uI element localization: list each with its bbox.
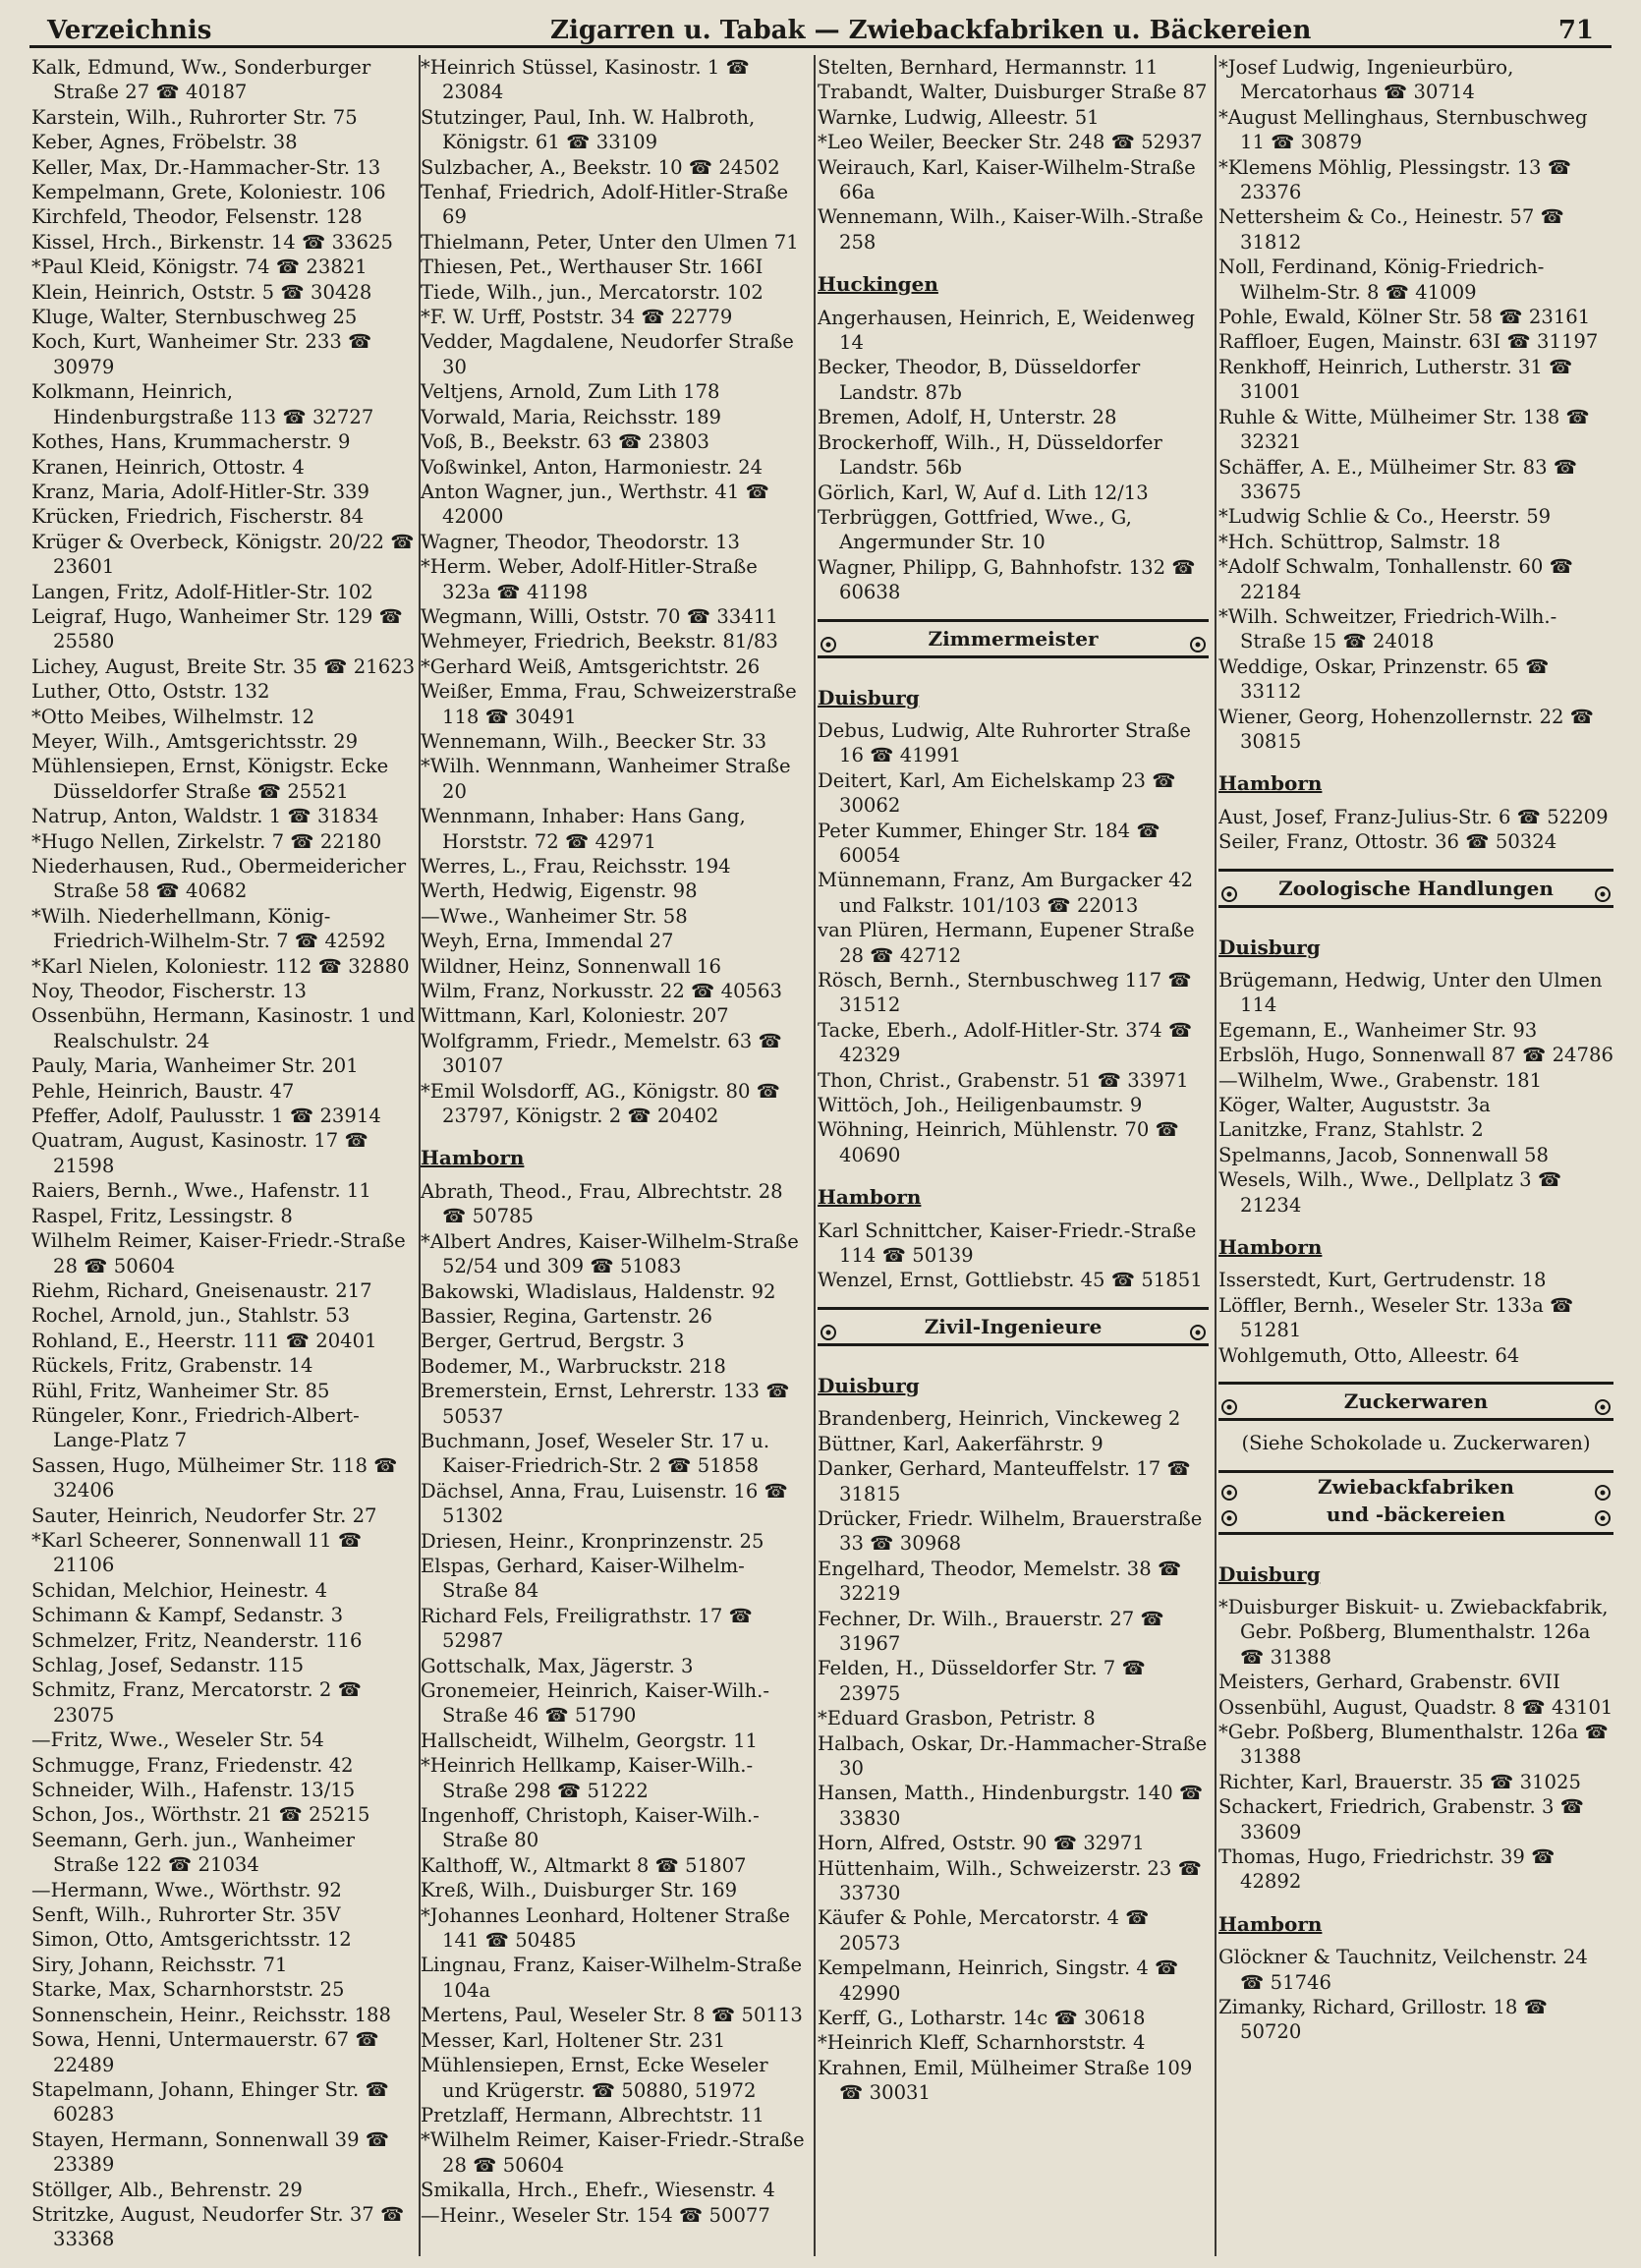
directory-entry: Angerhausen, Heinrich, E, Weidenweg 14 — [818, 306, 1196, 355]
directory-entry: Richter, Karl, Brauerstr. 35 ☎ 31025 — [1218, 1770, 1581, 1793]
directory-entry: Wegmann, Willi, Oststr. 70 ☎ 33411 — [421, 604, 778, 628]
directory-entry: Rösch, Bernh., Sternbuschweg 117 ☎ 31512 — [818, 969, 1192, 1017]
directory-entry: Schidan, Melchior, Heinestr. 4 — [31, 1578, 328, 1602]
directory-entry: Büttner, Karl, Aakerfährstr. 9 — [818, 1432, 1103, 1455]
circle-ornament-icon — [1220, 1392, 1238, 1410]
directory-entry: *Otto Meibes, Wilhelmstr. 12 — [31, 705, 315, 728]
directory-entry: Leigraf, Hugo, Wanheimer Str. 129 ☎ 25580 — [31, 604, 403, 653]
directory-entry: Schlag, Josef, Sedanstr. 115 — [31, 1654, 305, 1676]
column-divider — [1215, 55, 1217, 2256]
directory-entry: Siry, Johann, Reichsstr. 71 — [31, 1953, 288, 1976]
directory-entry: Danker, Gerhard, Manteuffelstr. 17 ☎ 31815 — [818, 1457, 1191, 1505]
directory-entry: Schackert, Friedrich, Grabenstr. 3 ☎ 33609 — [1218, 1795, 1585, 1843]
directory-entry: Bakowski, Wladislaus, Haldenstr. 92 — [421, 1279, 776, 1303]
directory-entry: Voß, B., Beekstr. 63 ☎ 23803 — [421, 430, 709, 454]
circle-ornament-icon — [820, 1318, 837, 1335]
directory-entry: Raiers, Bernh., Wwe., Hafenstr. 11 — [31, 1179, 371, 1203]
circle-ornament-icon — [1220, 879, 1238, 897]
directory-entry: Wennmann, Inhaber: Hans Gang, Horststr. 72 ☎ 42971 — [421, 805, 746, 853]
column-divider — [814, 55, 816, 2256]
directory-entry: Stapelmann, Johann, Ehinger Str. ☎ 60283 — [31, 2077, 389, 2126]
circle-ornament-icon — [1189, 630, 1207, 648]
directory-entry: Schon, Jos., Wörthstr. 21 ☎ 25215 — [31, 1803, 370, 1827]
directory-entry: Wilm, Franz, Norkusstr. 22 ☎ 40563 — [421, 980, 782, 1003]
circle-ornament-icon — [1220, 1481, 1238, 1499]
directory-entry: *Hugo Nellen, Zirkelstr. 7 ☎ 22180 — [31, 829, 382, 853]
city-heading: Duisburg — [818, 1373, 920, 1397]
directory-entry: —Hermann, Wwe., Wörthstr. 92 — [31, 1878, 342, 1901]
page-number: 71 — [1557, 16, 1594, 45]
directory-entry: Wöhning, Heinrich, Mühlenstr. 70 ☎ 40690 — [818, 1118, 1179, 1166]
directory-entry: Abrath, Theod., Frau, Albrechtstr. 28 ☎ 50785 — [421, 1179, 783, 1228]
directory-entry: Seiler, Franz, Ottostr. 36 ☎ 50324 — [1218, 830, 1557, 854]
column-4 — [1218, 55, 1613, 2256]
directory-entry: Glöckner & Tauchnitz, Veilchenstr. 24 ☎ 51746 — [1218, 1946, 1588, 1994]
directory-entry: Isserstedt, Kurt, Gertrudenstr. 18 — [1218, 1269, 1547, 1292]
directory-entry: Sonnenschein, Heinr., Reichsstr. 188 — [31, 2003, 391, 2026]
directory-entry: Spelmanns, Jacob, Sonnenwall 58 — [1218, 1143, 1549, 1166]
directory-entry: Becker, Theodor, B, Düsseldorfer Landstr. 87b — [818, 356, 1141, 404]
directory-entry: Thiesen, Pet., Werthauser Str. 166I — [421, 255, 764, 279]
section-header-zwiebackfabriken — [1218, 1470, 1613, 1535]
directory-entry: *Wilh. Schweitzer, Friedrich-Wilh.-Straße 15 ☎ 24018 — [1218, 604, 1557, 653]
directory-entry: Kissel, Hrch., Birkenstr. 14 ☎ 33625 — [31, 230, 393, 254]
entry-list — [421, 55, 810, 1128]
directory-entry: Seemann, Gerh. jun., Wanheimer Straße 122 ☎ 21034 — [31, 1828, 356, 1877]
directory-entry: Voßwinkel, Anton, Harmoniestr. 24 — [421, 455, 764, 479]
directory-entry: Brockerhoff, Wilh., H, Düsseldorfer Landstr. 56b — [818, 430, 1162, 480]
directory-entry: Karl Schnittcher, Kaiser-Friedr.-Straße 114 ☎ 50139 — [818, 1219, 1197, 1268]
directory-entry: —Fritz, Wwe., Weseler Str. 54 — [31, 1729, 324, 1752]
directory-entry: *Adolf Schwalm, Tonhallenstr. 60 ☎ 22184 — [1218, 555, 1573, 603]
directory-entry: Niederhausen, Rud., Obermeidericher Straße 58 ☎ 40682 — [31, 855, 407, 903]
directory-entry: *Gerhard Weiß, Amtsgerichtstr. 26 — [421, 654, 761, 678]
directory-entry: Zimanky, Richard, Grillostr. 18 ☎ 50720 — [1218, 1996, 1548, 2044]
directory-entry: Thomas, Hugo, Friedrichstr. 39 ☎ 42892 — [1218, 1844, 1556, 1894]
directory-entry: Kirchfeld, Theodor, Felsenstr. 128 — [31, 205, 363, 229]
directory-entry: *Eduard Grasbon, Petristr. 8 — [818, 1707, 1096, 1730]
directory-entry: Meyer, Wilh., Amtsgerichtsstr. 29 — [31, 729, 359, 753]
directory-entry: Pauly, Maria, Wanheimer Str. 201 — [31, 1054, 359, 1078]
directory-entry: *Herm. Weber, Adolf-Hitler-Straße 323a ☎ 41198 — [421, 555, 758, 603]
directory-entry: Hansen, Matth., Hindenburgstr. 140 ☎ 33830 — [818, 1782, 1204, 1830]
directory-entry: Görlich, Karl, W, Auf d. Lith 12/13 — [818, 481, 1149, 504]
directory-entry: Wagner, Philipp, G, Bahnhofstr. 132 ☎ 60638 — [818, 555, 1196, 604]
directory-entry: *Gebr. Poßberg, Blumenthalstr. 126a ☎ 31388 — [1218, 1720, 1609, 1769]
directory-entry: Pretzlaff, Hermann, Albrechtstr. 11 — [421, 2103, 764, 2126]
directory-entry: Erbslöh, Hugo, Sonnenwall 87 ☎ 24786 — [1218, 1044, 1613, 1067]
directory-entry: Raspel, Fritz, Lessingstr. 8 — [31, 1204, 293, 1227]
section-title: Zuckerwaren — [1343, 1389, 1489, 1414]
directory-entry: —Heinr., Weseler Str. 154 ☎ 50077 — [421, 2203, 770, 2227]
directory-entry: Debus, Ludwig, Alte Ruhrorter Straße 16 ☎ 41991 — [818, 718, 1191, 767]
section-subtitle: und -bäckereien — [1326, 1502, 1506, 1526]
directory-entry: Kreß, Wilh., Duisburger Str. 169 — [421, 1879, 738, 1902]
directory-entry: Smikalla, Hrch., Ehefr., Wiesenstr. 4 — [421, 2179, 775, 2202]
entry-list — [1218, 1945, 1613, 2045]
directory-entry: Weddige, Oskar, Prinzenstr. 65 ☎ 33112 — [1218, 654, 1550, 704]
directory-entry: Anton Wagner, jun., Werthstr. 41 ☎ 42000 — [421, 480, 769, 529]
entry-list — [1218, 55, 1613, 754]
directory-entry: Quatram, August, Kasinostr. 17 ☎ 21598 — [31, 1129, 368, 1177]
directory-entry: *Duisburger Biskuit- u. Zwiebackfabrik, Gebr. Poßberg, Blumenthalstr. 126a ☎ 31388 — [1218, 1595, 1609, 1669]
directory-entry: Horn, Alfred, Oststr. 90 ☎ 32971 — [818, 1832, 1145, 1855]
directory-entry: Klein, Heinrich, Oststr. 5 ☎ 30428 — [31, 280, 372, 304]
directory-entry: Wittöch, Joh., Heiligenbaumstr. 9 — [818, 1094, 1143, 1117]
directory-entry: Senft, Wilh., Ruhrorter Str. 35V — [31, 1903, 341, 1927]
directory-entry: Fechner, Dr. Wilh., Brauerstr. 27 ☎ 31967 — [818, 1607, 1164, 1655]
circle-ornament-icon — [820, 630, 837, 648]
city-heading: Hamborn — [421, 1146, 525, 1170]
directory-entry: Kranz, Maria, Adolf-Hitler-Str. 339 — [31, 480, 369, 503]
directory-entry: Simon, Otto, Amtsgerichtsstr. 12 — [31, 1928, 352, 1952]
directory-entry: Mertens, Paul, Weseler Str. 8 ☎ 50113 — [421, 2004, 803, 2027]
directory-entry: *Johannes Leonhard, Holtener Straße 141 ☎ 50485 — [421, 1903, 791, 1953]
circle-ornament-icon — [1594, 1392, 1612, 1410]
directory-entry: Schmitz, Franz, Mercatorstr. 2 ☎ 23075 — [31, 1678, 362, 1727]
directory-entry: Riehm, Richard, Gneisenaustr. 217 — [31, 1278, 372, 1302]
directory-entry: Ossenbühn, Hermann, Kasinostr. 1 und Realschulstr. 24 — [31, 1004, 416, 1052]
directory-entry: Renkhoff, Heinrich, Lutherstr. 31 ☎ 31001 — [1218, 355, 1573, 404]
directory-entry: Weirauch, Karl, Kaiser-Wilhelm-Straße 66a — [818, 155, 1196, 204]
directory-entry: Krücken, Friedrich, Fischerstr. 84 — [31, 505, 365, 529]
directory-entry: Deitert, Karl, Am Eichelskamp 23 ☎ 30062 — [818, 768, 1176, 818]
directory-entry: Kempelmann, Grete, Koloniestr. 106 — [31, 181, 386, 204]
section-header-zimmermeister — [818, 619, 1209, 658]
directory-entry: Tacke, Eberh., Adolf-Hitler-Str. 374 ☎ 42329 — [818, 1018, 1193, 1067]
directory-entry: Wildner, Heinz, Sonnenwall 16 — [421, 954, 721, 978]
directory-entry: Koch, Kurt, Wanheimer Str. 233 ☎ 30979 — [31, 330, 372, 378]
entry-list — [818, 718, 1209, 1167]
directory-entry: *Wilhelm Reimer, Kaiser-Friedr.-Straße 28 ☎ 50604 — [421, 2128, 805, 2177]
directory-entry: Trabandt, Walter, Duisburger Straße 87 — [818, 81, 1208, 104]
directory-entry: Käufer & Pohle, Mercatorstr. 4 ☎ 20573 — [818, 1906, 1150, 1955]
entry-list — [1218, 1268, 1613, 1368]
directory-entry: Bremen, Adolf, H, Unterstr. 28 — [818, 406, 1117, 429]
directory-entry: Stöllger, Alb., Behrenstr. 29 — [31, 2178, 303, 2201]
directory-entry: Köger, Walter, Auguststr. 3a — [1218, 1094, 1491, 1117]
directory-entry: Wenzel, Ernst, Gottliebstr. 45 ☎ 51851 — [818, 1269, 1203, 1292]
circle-ornament-icon — [1594, 879, 1612, 897]
directory-entry: Wagner, Theodor, Theodorstr. 13 — [421, 530, 740, 553]
directory-entry: Elspas, Gerhard, Kaiser-Wilhelm-Straße 84 — [421, 1554, 745, 1603]
directory-entry: Pohle, Ewald, Kölner Str. 58 ☎ 23161 — [1218, 306, 1591, 329]
directory-entry: Wilhelm Reimer, Kaiser-Friedr.-Straße 28 ☎ 50604 — [31, 1229, 406, 1277]
directory-entry: Lanitzke, Franz, Stahlstr. 2 — [1218, 1118, 1484, 1142]
directory-entry: Hallscheidt, Wilhelm, Georgstr. 11 — [421, 1729, 759, 1752]
directory-entry: Nettersheim & Co., Heinestr. 57 ☎ 31812 — [1218, 205, 1564, 254]
entry-list — [818, 1406, 1209, 2105]
section-header-zuckerwaren — [1218, 1382, 1613, 1421]
directory-entry: *Emil Wolsdorff, AG., Königstr. 80 ☎ 23797, Königstr. 2 ☎ 20402 — [421, 1079, 781, 1128]
directory-entry: Werth, Hedwig, Eigenstr. 98 — [421, 879, 698, 903]
city-heading: Hamborn — [1218, 771, 1323, 796]
directory-entry: Noy, Theodor, Fischerstr. 13 — [31, 980, 307, 1003]
directory-entry: Langen, Fritz, Adolf-Hitler-Str. 102 — [31, 580, 373, 603]
directory-entry: *Hch. Schüttrop, Salmstr. 18 — [1218, 530, 1500, 553]
directory-entry: Weißer, Emma, Frau, Schweizerstraße 118 ☎ 30491 — [421, 680, 797, 728]
directory-entry: Rohland, E., Heerstr. 111 ☎ 20401 — [31, 1329, 377, 1352]
directory-entry: Engelhard, Theodor, Memelstr. 38 ☎ 32219 — [818, 1557, 1182, 1606]
section-header-zoologische-handlungen — [1218, 869, 1613, 908]
directory-entry: Schimann & Kampf, Sedanstr. 3 — [31, 1604, 344, 1627]
directory-entry: Ossenbühl, August, Quadstr. 8 ☎ 43101 — [1218, 1695, 1613, 1719]
directory-entry: Natrup, Anton, Waldstr. 1 ☎ 31834 — [31, 805, 379, 828]
directory-entry: Ruhle & Witte, Mülheimer Str. 138 ☎ 32321 — [1218, 405, 1590, 454]
directory-entry: Wolfgramm, Friedr., Memelstr. 63 ☎ 30107 — [421, 1029, 782, 1078]
directory-entry: van Plüren, Hermann, Eupener Straße 28 ☎ 42712 — [818, 919, 1195, 967]
entry-list — [1218, 805, 1613, 855]
directory-entry: Tenhaf, Friedrich, Adolf-Hitler-Straße 69 — [421, 181, 789, 229]
directory-entry: Bodemer, M., Warbruckstr. 218 — [421, 1354, 726, 1378]
directory-entry: —Wwe., Wanheimer Str. 58 — [421, 904, 688, 928]
directory-entry: Löffler, Bernh., Weseler Str. 133a ☎ 51281 — [1218, 1293, 1574, 1342]
section-header-zivil-ingenieure — [818, 1307, 1209, 1346]
city-heading: Duisburg — [818, 685, 920, 709]
circle-ornament-icon — [1189, 1318, 1207, 1335]
directory-entry: —Wilhelm, Wwe., Grabenstr. 181 — [1218, 1068, 1543, 1092]
directory-entry: Kolkmann, Heinrich, Hindenburgstraße 113 ☎ 32727 — [31, 380, 374, 428]
page-header — [29, 10, 1612, 48]
directory-entry: Stritzke, August, Neudorfer Str. 37 ☎ 33368 — [31, 2202, 405, 2251]
circle-ornament-icon — [1594, 1506, 1612, 1524]
directory-entry: Buchmann, Josef, Weseler Str. 17 u. Kaiser-Friedrich-Str. 2 ☎ 51858 — [421, 1429, 770, 1478]
directory-entry: Wittmann, Karl, Koloniestr. 207 — [421, 1004, 729, 1028]
directory-entry: Gottschalk, Max, Jägerstr. 3 — [421, 1654, 694, 1677]
section-title: Zimmermeister — [928, 626, 1099, 651]
directory-entry: Rüngeler, Konr., Friedrich-Albert-Lange-Platz 7 — [31, 1403, 360, 1452]
directory-entry: Noll, Ferdinand, König-Friedrich-Wilhelm-Str. 8 ☎ 41009 — [1218, 255, 1545, 304]
directory-entry: Bremerstein, Ernst, Lehrerstr. 133 ☎ 50537 — [421, 1380, 790, 1428]
entry-list — [818, 1219, 1209, 1293]
entry-list — [1218, 968, 1613, 1218]
directory-entry: *Klemens Möhlig, Plessingstr. 13 ☎ 23376 — [1218, 155, 1572, 204]
directory-entry: Ingenhoff, Christoph, Kaiser-Wilh.-Straße 80 — [421, 1804, 760, 1852]
directory-entry: Vorwald, Maria, Reichsstr. 189 — [421, 405, 722, 428]
directory-entry: Krahnen, Emil, Mülheimer Straße 109 ☎ 30031 — [818, 2056, 1193, 2105]
directory-entry: Messer, Karl, Holtener Str. 231 — [421, 2028, 726, 2052]
directory-entry: Driesen, Heinr., Kronprinzenstr. 25 — [421, 1529, 764, 1553]
directory-entry: *Albert Andres, Kaiser-Wilhelm-Straße 52/54 und 309 ☎ 51083 — [421, 1229, 799, 1278]
directory-entry: Schäffer, A. E., Mülheimer Str. 83 ☎ 33675 — [1218, 455, 1578, 503]
directory-entry: *Paul Kleid, Königstr. 74 ☎ 23821 — [31, 255, 368, 279]
directory-entry: Peter Kummer, Ehinger Str. 184 ☎ 60054 — [818, 819, 1160, 867]
circle-ornament-icon — [1220, 1506, 1238, 1524]
header-title: Zigarren u. Tabak — Zwiebackfabriken u. Bäckereien — [550, 16, 1312, 45]
directory-entry: *Leo Weiler, Beecker Str. 248 ☎ 52937 — [818, 131, 1203, 154]
directory-entry: Schneider, Wilh., Hafenstr. 13/15 — [31, 1779, 356, 1802]
directory-entry: *Josef Ludwig, Ingenieurbüro, Mercatorhaus ☎ 30714 — [1218, 56, 1514, 104]
directory-entry: Felden, H., Düsseldorfer Str. 7 ☎ 23975 — [818, 1657, 1146, 1705]
directory-entry: Berger, Gertrud, Bergstr. 3 — [421, 1330, 685, 1353]
directory-entry: Meisters, Gerhard, Grabenstr. 6VII — [1218, 1671, 1560, 1694]
directory-entry: Wennemann, Wilh., Beecker Str. 33 — [421, 729, 767, 753]
directory-entry: Veltjens, Arnold, Zum Lith 178 — [421, 380, 720, 404]
city-heading: Hamborn — [818, 1185, 922, 1210]
city-heading: Duisburg — [1218, 935, 1321, 959]
entry-list — [1218, 1595, 1613, 1895]
directory-entry: *Heinrich Stüssel, Kasinostr. 1 ☎ 23084 — [421, 56, 750, 104]
directory-entry: Wehmeyer, Friedrich, Beekstr. 81/83 — [421, 630, 778, 653]
directory-entry: Schmugge, Franz, Friedenstr. 42 — [31, 1753, 354, 1777]
city-heading: Duisburg — [1218, 1561, 1321, 1586]
directory-entry: *August Mellinghaus, Sternbuschweg 11 ☎ 30879 — [1218, 105, 1588, 154]
directory-entry: Wiener, Georg, Hohenzollernstr. 22 ☎ 30815 — [1218, 705, 1595, 753]
directory-entry: *Wilh. Niederhellmann, König-Friedrich-Wilhelm-Str. 7 ☎ 42592 — [31, 904, 386, 953]
section-title: Zivil-Ingenieure — [924, 1314, 1103, 1338]
section-title: Zoologische Handlungen — [1278, 876, 1554, 900]
directory-entry: Pfeffer, Adolf, Paulusstr. 1 ☎ 23914 — [31, 1105, 381, 1128]
directory-entry: Rochel, Arnold, jun., Stahlstr. 53 — [31, 1304, 351, 1328]
directory-entry: Rückels, Fritz, Grabenstr. 14 — [31, 1354, 313, 1378]
directory-entry: Stayen, Hermann, Sonnenwall 39 ☎ 23389 — [31, 2127, 390, 2177]
directory-entry: Werres, L., Frau, Reichsstr. 194 — [421, 855, 731, 878]
entry-list — [421, 1179, 810, 2228]
directory-entry: Krüger & Overbeck, Königstr. 20/22 ☎ 23601 — [31, 530, 415, 579]
directory-entry: Egemann, E., Wanheimer Str. 93 — [1218, 1018, 1538, 1042]
directory-entry: Hüttenhaim, Wilh., Schweizerstr. 23 ☎ 33730 — [818, 1856, 1203, 1904]
directory-entry: Schmelzer, Fritz, Neanderstr. 116 — [31, 1628, 363, 1652]
cross-reference-note: (Siehe Schokolade u. Zuckerwaren) — [1241, 1432, 1591, 1455]
directory-entry: Sassen, Hugo, Mülheimer Str. 118 ☎ 32406 — [31, 1453, 398, 1503]
directory-entry: *Karl Nielen, Koloniestr. 112 ☎ 32880 — [31, 954, 410, 978]
directory-entry: Warnke, Ludwig, Alleestr. 51 — [818, 105, 1100, 129]
directory-entry: *Karl Scheerer, Sonnenwall 11 ☎ 21106 — [31, 1528, 363, 1577]
directory-entry: Halbach, Oskar, Dr.-Hammacher-Straße 30 — [818, 1731, 1208, 1780]
directory-entry: Rühl, Fritz, Wanheimer Str. 85 — [31, 1379, 330, 1402]
directory-entry: Thielmann, Peter, Unter den Ulmen 71 — [421, 230, 799, 254]
directory-entry: Lichey, August, Breite Str. 35 ☎ 21623 — [31, 654, 416, 678]
entry-list — [31, 55, 417, 2252]
column-2 — [421, 55, 810, 2256]
directory-entry: Gronemeier, Heinrich, Kaiser-Wilh.-Straße 46 ☎ 51790 — [421, 1679, 769, 1728]
entry-list — [818, 55, 1209, 255]
city-heading: Huckingen — [818, 272, 938, 297]
directory-entry: Thon, Christ., Grabenstr. 51 ☎ 33971 — [818, 1068, 1189, 1092]
directory-entry: Brandenberg, Heinrich, Vinckeweg 2 — [818, 1407, 1181, 1431]
directory-entry: Drücker, Friedr. Wilhelm, Brauerstraße 33 ☎ 30968 — [818, 1506, 1203, 1556]
directory-entry: *Wilh. Wennmann, Wanheimer Straße 20 — [421, 755, 791, 803]
directory-entry: Kerff, G., Lotharstr. 14c ☎ 30618 — [818, 2007, 1146, 2030]
directory-entry: Kothes, Hans, Krummacherstr. 9 — [31, 430, 351, 454]
directory-entry: Stelten, Bernhard, Hermannstr. 11 — [818, 56, 1159, 79]
directory-entry: Starke, Max, Scharnhorststr. 25 — [31, 1978, 345, 2002]
circle-ornament-icon — [1594, 1481, 1612, 1499]
directory-entry: Keller, Max, Dr.-Hammacher-Str. 13 — [31, 155, 381, 179]
city-heading: Hamborn — [1218, 1235, 1323, 1260]
directory-entry: Wesels, Wilh., Wwe., Dellplatz 3 ☎ 21234 — [1218, 1168, 1562, 1217]
directory-entry: *F. W. Urff, Poststr. 34 ☎ 22779 — [421, 306, 733, 329]
directory-entry: Luther, Otto, Oststr. 132 — [31, 680, 270, 704]
directory-entry: Wohlgemuth, Otto, Alleestr. 64 — [1218, 1343, 1520, 1367]
directory-entry: Mühlensiepen, Ernst, Königstr. Ecke Düsseldorfer Straße ☎ 25521 — [31, 755, 389, 803]
directory-entry: Münnemann, Franz, Am Burgacker 42 und Falkstr. 101/103 ☎ 22013 — [818, 869, 1194, 917]
directory-entry: *Heinrich Kleff, Scharnhorststr. 4 — [818, 2031, 1146, 2055]
directory-entry: Bassier, Regina, Gartenstr. 26 — [421, 1304, 712, 1328]
directory-entry: Raffloer, Eugen, Mainstr. 63I ☎ 31197 — [1218, 330, 1599, 354]
directory-entry: Karstein, Wilh., Ruhrorter Str. 75 — [31, 105, 358, 129]
directory-entry: Kempelmann, Heinrich, Singstr. 4 ☎ 42990 — [818, 1956, 1179, 2005]
directory-entry: Dächsel, Anna, Frau, Luisenstr. 16 ☎ 51302 — [421, 1479, 788, 1528]
directory-entry: Mühlensiepen, Ernst, Ecke Weseler und Krügerstr. ☎ 50880, 51972 — [421, 2054, 768, 2102]
header-left: Verzeichnis — [47, 16, 212, 45]
directory-entry: Keber, Agnes, Fröbelstr. 38 — [31, 131, 298, 154]
directory-entry: Pehle, Heinrich, Baustr. 47 — [31, 1079, 295, 1103]
directory-entry: Richard Fels, Freiligrathstr. 17 ☎ 52987 — [421, 1604, 753, 1653]
directory-entry: Lingnau, Franz, Kaiser-Wilhelm-Straße 104a — [421, 1954, 803, 2002]
directory-entry: Wennemann, Wilh., Kaiser-Wilh.-Straße 258 — [818, 205, 1204, 254]
column-3 — [818, 55, 1209, 2256]
column-1 — [31, 55, 417, 2256]
directory-entry: Aust, Josef, Franz-Julius-Str. 6 ☎ 52209 — [1218, 805, 1609, 828]
directory-entry: Kluge, Walter, Sternbuschweg 25 — [31, 306, 358, 329]
city-heading: Hamborn — [1218, 1911, 1323, 1936]
section-title: Zwiebackfabriken — [1318, 1474, 1514, 1499]
directory-entry: Kalk, Edmund, Ww., Sonderburger Straße 27 ☎ 40187 — [31, 56, 371, 104]
directory-entry: Sulzbacher, A., Beekstr. 10 ☎ 24502 — [421, 155, 780, 179]
directory-entry: *Heinrich Hellkamp, Kaiser-Wilh.-Straße 298 ☎ 51222 — [421, 1754, 754, 1802]
directory-entry: *Ludwig Schlie & Co., Heerstr. 59 — [1218, 505, 1552, 529]
directory-entry: Terbrüggen, Gottfried, Wwe., G, Angermunder Str. 10 — [818, 505, 1132, 554]
directory-entry: Tiede, Wilh., jun., Mercatorstr. 102 — [421, 280, 764, 304]
directory-entry: Kalthoff, W., Altmarkt 8 ☎ 51807 — [421, 1853, 747, 1877]
entry-list — [818, 306, 1209, 605]
directory-entry: Stutzinger, Paul, Inh. W. Halbroth, Königstr. 61 ☎ 33109 — [421, 105, 756, 154]
directory-entry: Kranen, Heinrich, Ottostr. 4 — [31, 455, 305, 479]
directory-entry: Weyh, Erna, Immendal 27 — [421, 930, 674, 953]
directory-entry: Brügemann, Hedwig, Unter den Ulmen 114 — [1218, 969, 1603, 1017]
directory-entry: Vedder, Magdalene, Neudorfer Straße 30 — [421, 330, 794, 378]
directory-entry: Sauter, Heinrich, Neudorfer Str. 27 — [31, 1503, 377, 1527]
directory-entry: Sowa, Henni, Untermauerstr. 67 ☎ 22489 — [31, 2028, 379, 2076]
